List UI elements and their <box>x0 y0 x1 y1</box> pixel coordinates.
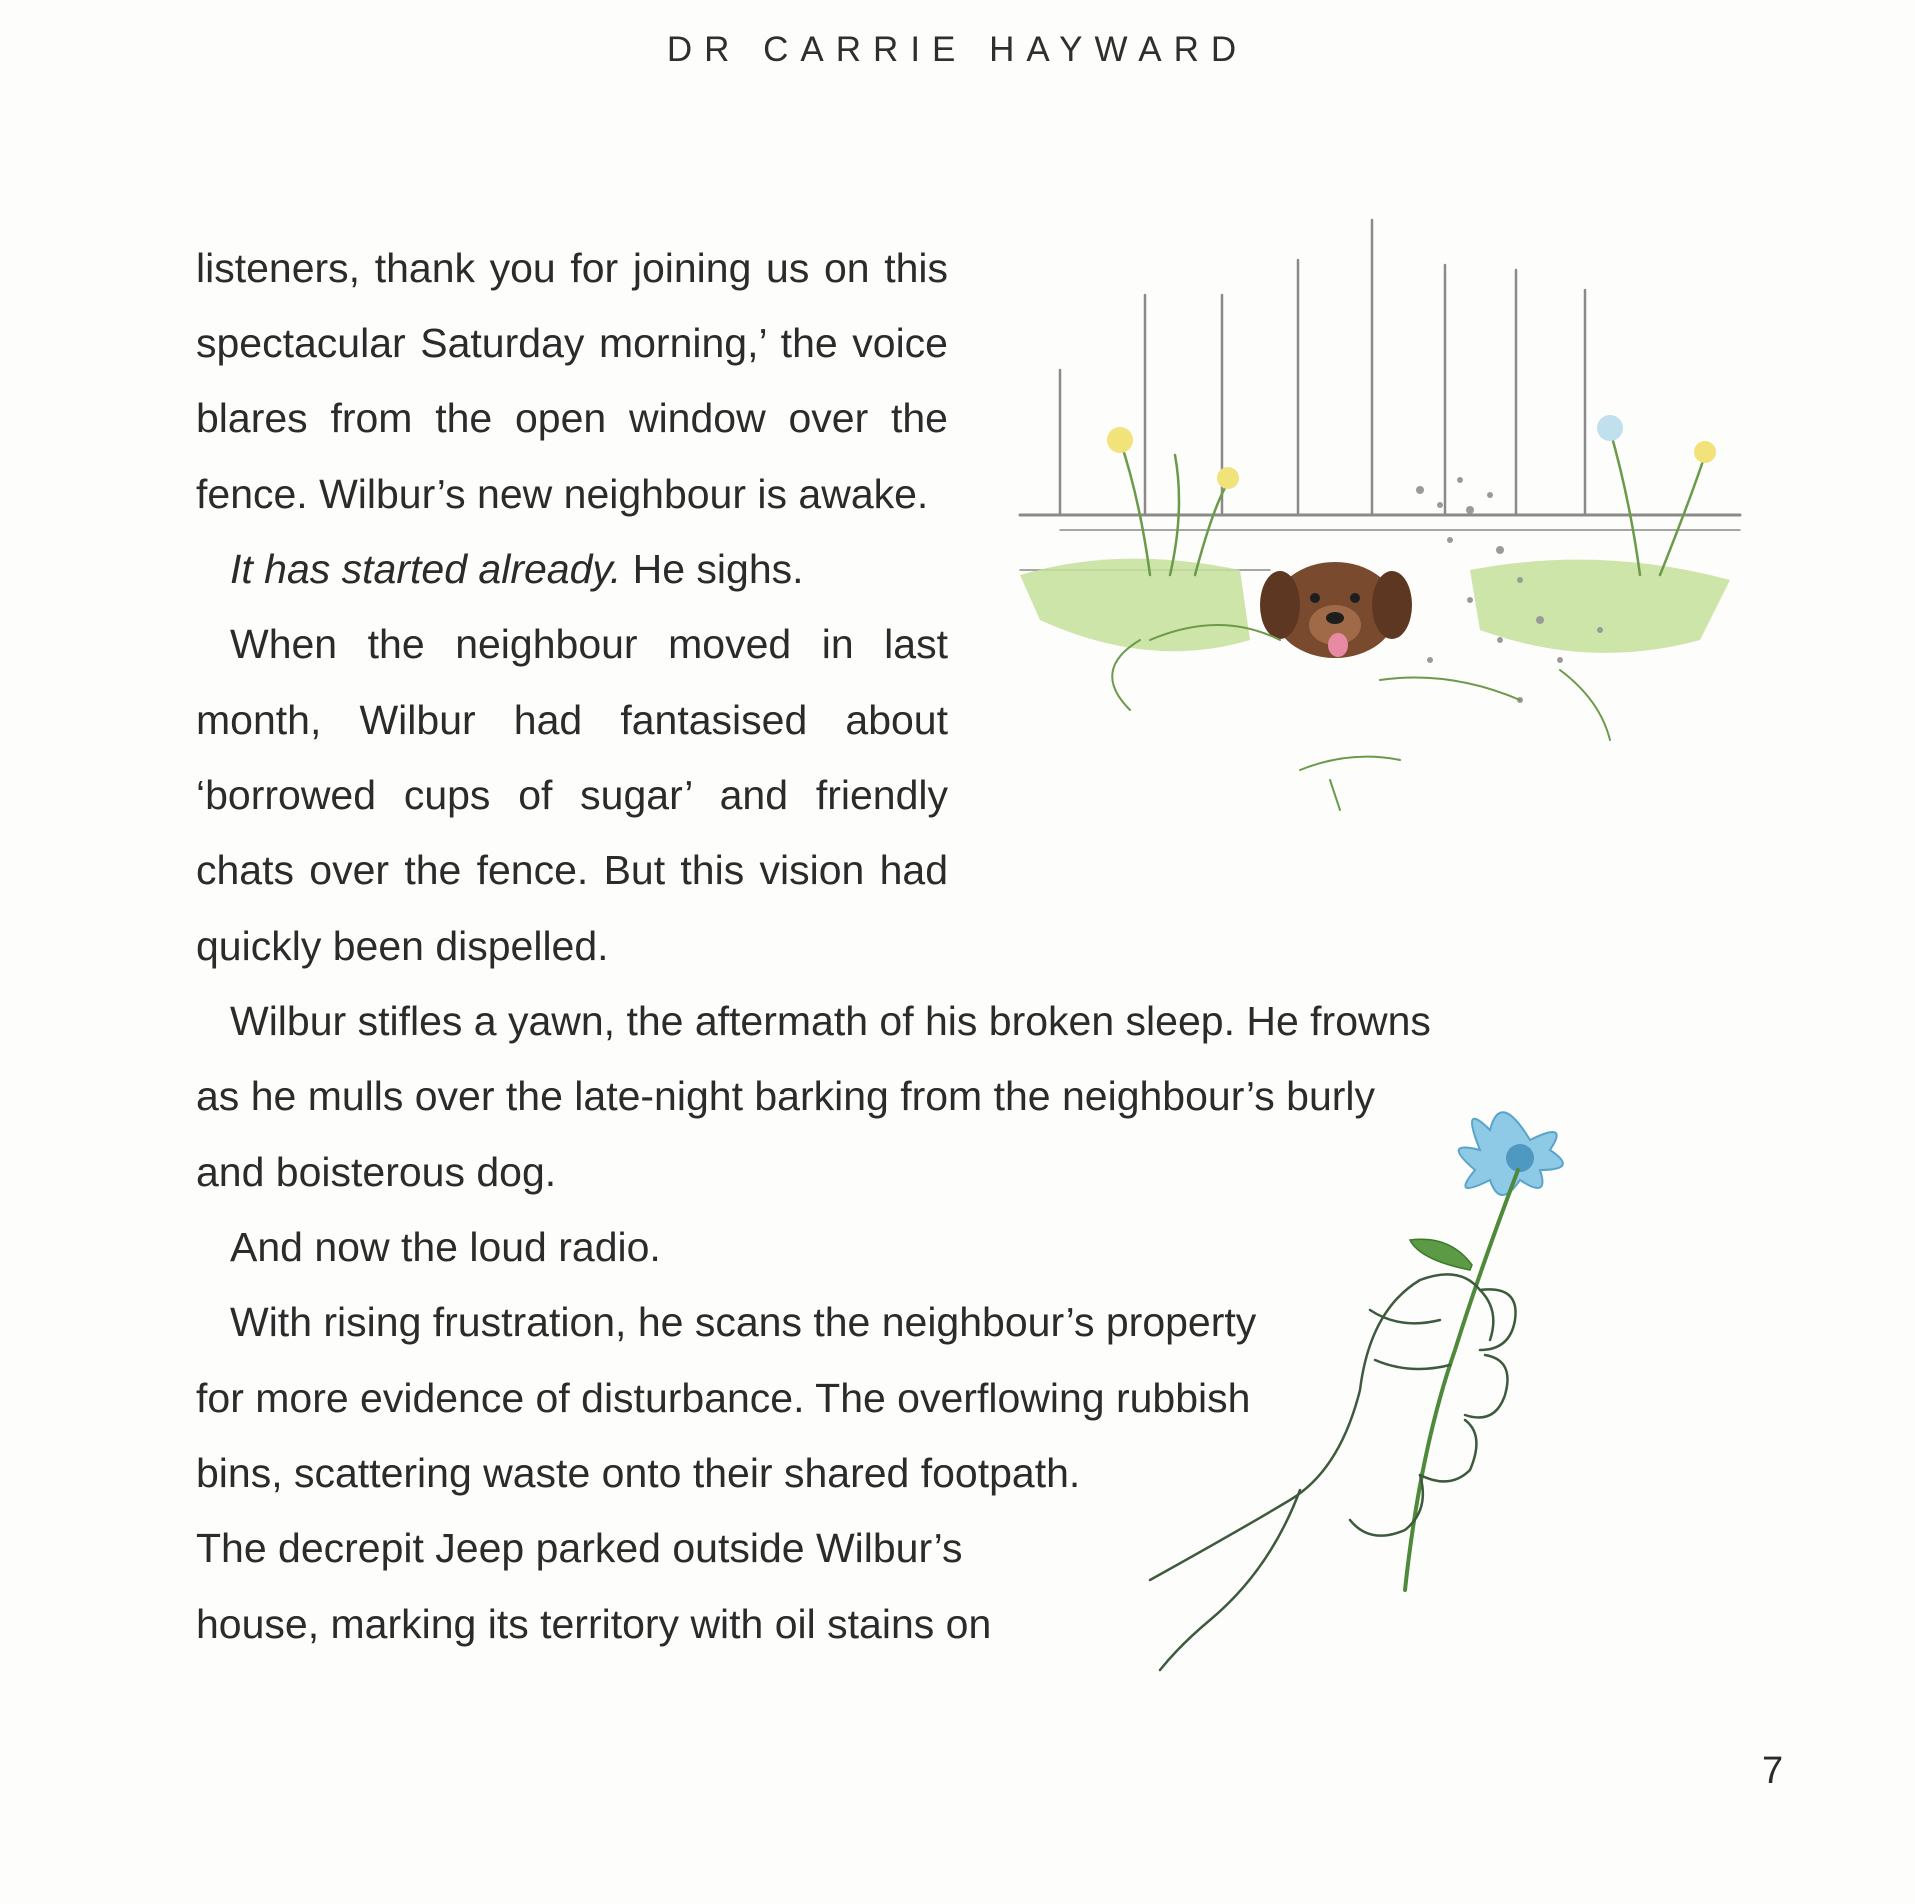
body-line: spectacular Saturday morning,’ the voice <box>196 320 948 366</box>
body-line: listeners, thank you for joining us on this <box>196 245 948 291</box>
flowers-icon <box>1120 430 1705 575</box>
stem-icon <box>1405 1170 1518 1590</box>
hand-with-flower-illustration <box>1120 1090 1780 1780</box>
body-line: quickly been dispelled. <box>196 923 609 969</box>
body-line: house, marking its territory with oil stains on <box>196 1601 992 1647</box>
dog-under-fence-illustration <box>1000 200 1760 840</box>
page-number: 7 <box>1762 1750 1784 1792</box>
blossom-icon <box>1107 415 1716 489</box>
body-line: month, Wilbur had fantasised about <box>196 697 948 743</box>
body-text-run: He sighs. <box>621 546 804 592</box>
running-head: DR CARRIE HAYWARD <box>666 30 1249 69</box>
fence-icon <box>1020 220 1740 570</box>
body-line: chats over the fence. But this vision had <box>196 847 948 893</box>
body-line: With rising frustration, he scans the neighbour’s property <box>230 1299 1257 1345</box>
body-line: The decrepit Jeep parked outside Wilbur’s <box>196 1525 963 1571</box>
body-line: And now the loud radio. <box>230 1224 661 1270</box>
body-line: for more evidence of disturbance. The overflowing rubbish <box>196 1375 1251 1421</box>
italic-phrase: It has started already. <box>230 546 622 592</box>
body-line: ‘borrowed cups of sugar’ and friendly <box>196 772 948 818</box>
body-line: Wilbur stifles a yawn, the aftermath of his broken sleep. He frowns <box>230 998 1431 1044</box>
body-line: fence. Wilbur’s new neighbour is awake. <box>196 471 929 517</box>
dog-face-icon <box>1260 562 1412 658</box>
leaf-icon <box>1410 1239 1472 1270</box>
body-line: When the neighbour moved in last <box>230 621 948 667</box>
body-line: as he mulls over the late-night barking from the neighbour’s burly <box>196 1073 1376 1119</box>
body-line: blares from the open window over the <box>196 395 948 441</box>
body-line: bins, scattering waste onto their shared footpath. <box>196 1450 1081 1496</box>
body-line <box>230 546 804 592</box>
body-line: and boisterous dog. <box>196 1149 557 1195</box>
flower-icon <box>1459 1112 1563 1195</box>
